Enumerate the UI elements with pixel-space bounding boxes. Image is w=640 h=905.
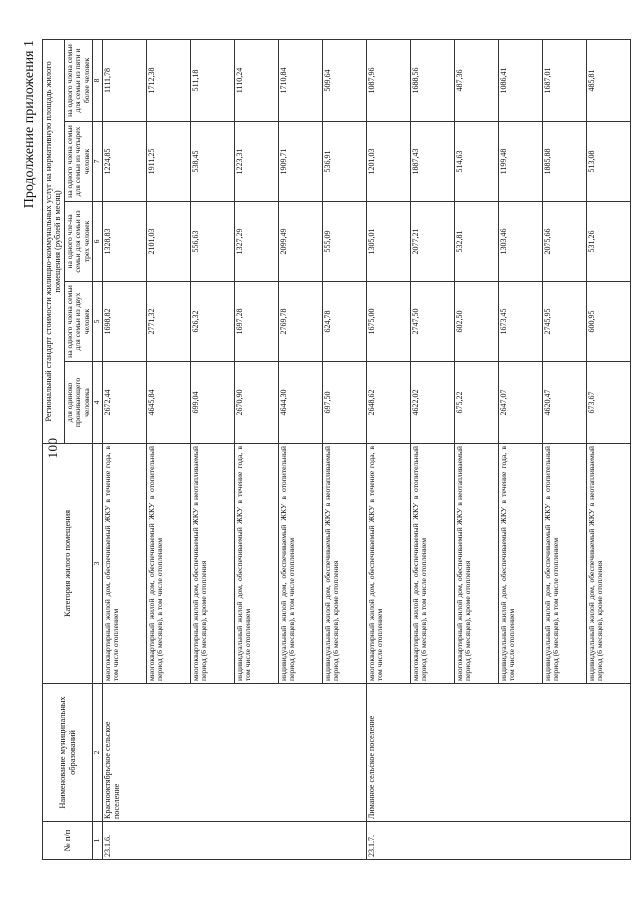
value-cell: 1087,96	[366, 39, 410, 121]
header-category: Категория жилого помещения	[43, 444, 93, 684]
value-cell: 1710,84	[278, 39, 322, 121]
value-cell: 485,81	[586, 39, 630, 121]
value-cell: 699,04	[190, 362, 234, 444]
header-family-3: на одного чле-на семьи для семьи из трех человек	[64, 202, 93, 282]
category-cell: индивидуальный жилой дом, обеспечиваемый ЖКУ в течение года, в том числе отоплением	[498, 444, 542, 684]
value-cell: 536,91	[322, 122, 366, 202]
municipality-name: Краснооктябрьское сельское поселение	[102, 684, 366, 822]
value-cell: 600,95	[586, 282, 630, 362]
value-cell: 2769,78	[278, 282, 322, 362]
value-cell: 624,78	[322, 282, 366, 362]
value-cell: 511,18	[190, 39, 234, 121]
column-number: 5	[93, 282, 103, 362]
column-number: 6	[93, 202, 103, 282]
table-row	[102, 39, 146, 859]
value-cell: 4620,47	[542, 362, 586, 444]
header-no: № п/п	[43, 822, 93, 860]
value-cell: 2647,07	[498, 362, 542, 444]
value-cell: 4644,30	[278, 362, 322, 444]
column-number: 4	[93, 362, 103, 444]
category-cell: многоквартирный жилой дом, обеспечиваемый ЖКУ в течение года, в том числе отоплением	[102, 444, 146, 684]
value-cell: 673,67	[586, 362, 630, 444]
value-cell: 487,36	[454, 39, 498, 121]
continuation-label: Продолжение приложения 1	[22, 40, 37, 209]
municipality-name: Лиманное сельское поселение	[366, 684, 630, 822]
column-number: 7	[93, 122, 103, 202]
standards-table	[42, 39, 631, 860]
value-cell: 4622,02	[410, 362, 454, 444]
value-cell: 556,63	[190, 202, 234, 282]
value-cell: 1887,43	[410, 122, 454, 202]
value-cell: 538,45	[190, 122, 234, 202]
category-cell: многоквартирный жилой дом, обеспечиваемый ЖКУ в отопительный период (6 месяцев), в том числе отоплением	[410, 444, 454, 684]
column-number: 8	[93, 39, 103, 121]
value-cell: 1111,78	[102, 39, 146, 121]
value-cell: 531,26	[586, 202, 630, 282]
value-cell: 2747,50	[410, 282, 454, 362]
row-number: 23.1.7.	[366, 822, 630, 860]
value-cell: 1201,03	[366, 122, 410, 202]
value-cell: 2101,03	[146, 202, 190, 282]
value-cell: 1086,41	[498, 39, 542, 121]
value-cell: 2077,21	[410, 202, 454, 282]
column-number: 2	[93, 684, 103, 822]
value-cell: 1698,82	[102, 282, 146, 362]
category-cell: многоквартирный жилой дом, обеспечиваемый ЖКУ в неотапливаемый период (6 месяцев), кроме отопления	[454, 444, 498, 684]
value-cell: 2099,49	[278, 202, 322, 282]
row-number: 23.1.6.	[102, 822, 366, 860]
value-cell: 675,22	[454, 362, 498, 444]
value-cell: 2771,32	[146, 282, 190, 362]
value-cell: 626,32	[190, 282, 234, 362]
value-cell: 1688,56	[410, 39, 454, 121]
value-cell: 514,63	[454, 122, 498, 202]
value-cell: 1697,28	[234, 282, 278, 362]
header-family-5: на одного члена семьи для семьи из пяти и более человек	[64, 39, 93, 121]
value-cell: 513,08	[586, 122, 630, 202]
header-family-4: на одного члена семьи для семьи из четырех человек	[64, 122, 93, 202]
value-cell: 2075,66	[542, 202, 586, 282]
value-cell: 1909,71	[278, 122, 322, 202]
value-cell: 697,50	[322, 362, 366, 444]
value-cell: 1305,01	[366, 202, 410, 282]
value-cell: 2672,44	[102, 362, 146, 444]
value-cell: 1687,01	[542, 39, 586, 121]
category-cell: индивидуальный жилой дом, обеспечиваемый ЖКУ в отопительный период (6 месяцев), в том числе отоплением	[278, 444, 322, 684]
value-cell: 1675,00	[366, 282, 410, 362]
value-cell: 602,50	[454, 282, 498, 362]
value-cell: 1110,24	[234, 39, 278, 121]
category-cell: многоквартирный жилой дом, обеспечиваемый ЖКУ в течение года, в том числе отоплением	[366, 444, 410, 684]
value-cell: 1911,25	[146, 122, 190, 202]
page-number: 100	[45, 437, 60, 459]
category-cell: индивидуальный жилой дом, обеспечиваемый ЖКУ в течение года, в том числе отоплением	[234, 444, 278, 684]
value-cell: 1712,38	[146, 39, 190, 121]
table-row	[366, 39, 410, 859]
value-cell: 509,64	[322, 39, 366, 121]
header-standard-group: Региональный стандарт стоимости жилищно-коммунальных услуг на нормативную площадь жилого помещения (рублей в месяц)	[43, 39, 65, 443]
category-cell: индивидуальный жилой дом, обеспечиваемый ЖКУ в неотапливаемый период (6 месяцев), кроме отопления	[586, 444, 630, 684]
category-cell: индивидуальный жилой дом, обеспечиваемый ЖКУ в отопительный период (6 месяцев), в том числе отоплением	[542, 444, 586, 684]
value-cell: 1328,83	[102, 202, 146, 282]
value-cell: 2648,62	[366, 362, 410, 444]
value-cell: 2745,95	[542, 282, 586, 362]
value-cell: 1885,88	[542, 122, 586, 202]
header-family-2: на одного члена семьи для семьи из двух человек	[64, 282, 93, 362]
column-number: 1	[93, 822, 103, 860]
category-cell: многоквартирный жилой дом, обеспечиваемый ЖКУ в неотапливаемый период (6 месяцев), кроме отопления	[190, 444, 234, 684]
value-cell: 1224,85	[102, 122, 146, 202]
header-name: Наименование муниципальных образований	[43, 684, 93, 822]
value-cell: 4645,84	[146, 362, 190, 444]
value-cell: 1199,48	[498, 122, 542, 202]
category-cell: индивидуальный жилой дом, обеспечиваемый ЖКУ в неотапливаемый период (6 месяцев), кроме отопления	[322, 444, 366, 684]
value-cell: 1673,45	[498, 282, 542, 362]
header-single: для одиноко проживающего человека	[64, 362, 93, 444]
value-cell: 1327,29	[234, 202, 278, 282]
value-cell: 555,09	[322, 202, 366, 282]
column-number: 3	[93, 444, 103, 684]
value-cell: 1303,46	[498, 202, 542, 282]
category-cell: многоквартирный жилой дом, обеспечиваемый ЖКУ в отопительный период (6 месяцев), в том числе отоплением	[146, 444, 190, 684]
value-cell: 1223,31	[234, 122, 278, 202]
value-cell: 2670,90	[234, 362, 278, 444]
value-cell: 532,81	[454, 202, 498, 282]
